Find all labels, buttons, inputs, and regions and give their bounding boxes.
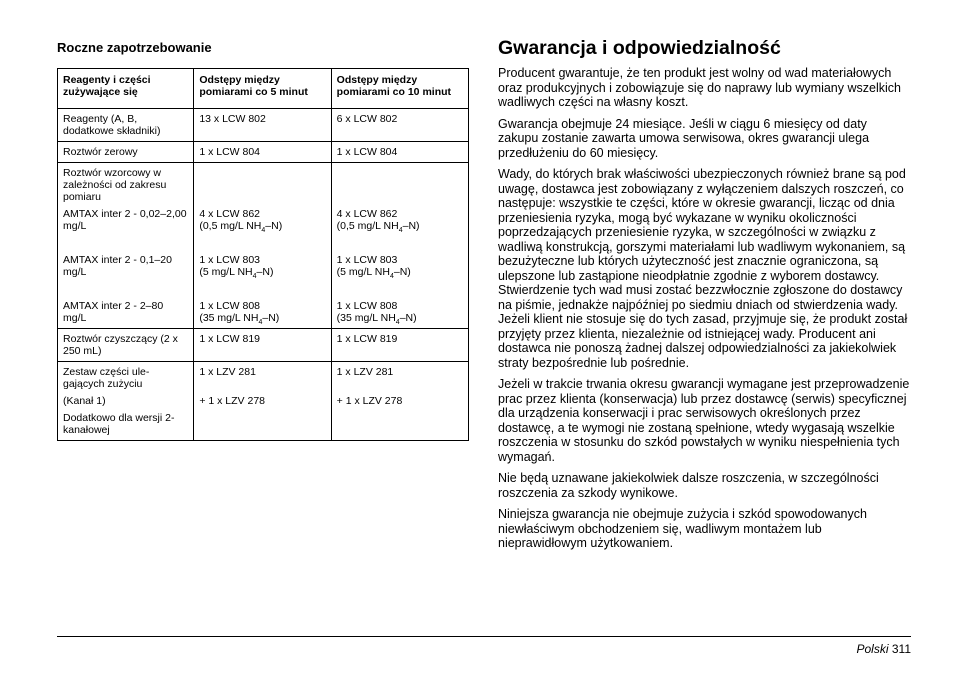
- table-cell: [331, 163, 468, 329]
- range-label: AMTAX inter 2 - 0,1–20 mg/L: [63, 254, 172, 278]
- table-cell: 1 x LCW 819: [331, 329, 468, 362]
- concentration: (35 mg/L $NH_4-N$): [199, 312, 280, 327]
- order-code: 4 x LCW 862: [199, 208, 261, 220]
- concentration: (35 mg/L $NH_4-N$): [336, 312, 417, 327]
- range-label: AMTAX inter 2 - 2–80 mg/L: [63, 300, 164, 324]
- table-cell: [58, 362, 194, 441]
- column-header-reagents: Reagenty i części zużywające się: [58, 69, 194, 109]
- annual-requirements-table: [57, 68, 469, 441]
- page-number: 311: [891, 642, 911, 656]
- table-cell: 13 x LCW 802: [194, 109, 331, 142]
- section-heading-annual-requirements: Roczne zapotrzebowanie: [57, 40, 212, 55]
- table-header-row: [58, 69, 469, 109]
- concentration: (0,5 mg/L $NH_4-N$): [336, 220, 420, 235]
- column-header-10min: Odstępy między pomiarami co 10 minut: [331, 69, 468, 109]
- table-cell: 1 x LCW 819: [194, 329, 331, 362]
- paragraph: Producent gwarantuje, że ten produkt jest wolny od wad materiałowych oraz produkcyjnych i zobowiązuje się do naprawy lub wymiany wszelkich wadliwych części na własny koszt.: [498, 66, 901, 109]
- paragraph: Niniejsza gwarancja nie obejmuje zużycia i szkód spowodowanych niewłaściwym obchodzeniem się, wadliwym montażem lub nieprawidłowym użytkowaniem.: [498, 507, 867, 550]
- order-code: 1 x LCW 808: [336, 300, 398, 312]
- section-title-warranty: Gwarancja i odpowiedzialność: [498, 37, 781, 59]
- concentration: (5 mg/L $NH_4-N$): [336, 266, 411, 281]
- paragraph: Jeżeli w trakcie trwania okresu gwarancji wymagane jest przeprowadzenie prac przez klienta (konserwacja) lub przez dostawcę (serwis) specyficznej dla urządzenia konserwacji i prac serwisowych określonych przez dostawcę, a te wymogi nie zostaną spełnione, wtedy wygasają wszelkie roszczenia w stosunku do szkód powstałych w wyniku niespełnienia tych wymagań.: [498, 377, 910, 464]
- channel-label: (Kanał 1): [63, 395, 106, 407]
- table-cell: [58, 163, 194, 329]
- table-cell: 1 x LCW 804: [194, 142, 331, 163]
- paragraph: Nie będą uznawane jakiekolwiek dalsze roszczenia, w szczególności roszczenia za szkody wynikowe.: [498, 471, 879, 500]
- table-cell: 1 x LCW 804: [331, 142, 468, 163]
- column-header-5min: Odstępy między pomiarami co 5 minut: [194, 69, 331, 109]
- table-cell: Reagenty (A, B, dodatkowe składniki): [58, 109, 194, 142]
- order-code: 1 x LCW 808: [199, 300, 261, 312]
- footer-language: Polski: [856, 642, 889, 656]
- order-code: 1 x LZV 281: [336, 366, 394, 378]
- table-cell: 6 x LCW 802: [331, 109, 468, 142]
- standard-solution-intro: Roztwór wzorcowy w zależności od zakresu pomiaru: [63, 167, 167, 203]
- wear-parts-label: Zestaw części ule-gających zużyciu: [63, 366, 150, 390]
- table-cell: Roztwór czyszczący (2 x 250 mL): [58, 329, 194, 362]
- paragraph: Wady, do których brak właściwości ubezpieczonych również brane są pod uwagę, dostawca jest zobowiązany z wyłączeniem dalszych roszczeń, co następuje: wszystkie te części, które w okresie gwarancji, licząc od dnia przeniesienia ryzyka, mogą być wykazane w wyniku okoliczności poprzedzających przeniesienie ryzyka, w szczególności w związku z wadliwą konstrukcją, gorszymi materiałami lub wadliwym wykonaniem, są bezużyteczne lub których użyteczność jest znacznie ograniczona, są ulepszone lub zastąpione nieodpłatnie zgodnie z wyborem dostawcy. Stwierdzenie tych wad musi zostać bezzwłocznie zgłoszone do dostawcy na piśmie, jednakże najpóźniej po siedmiu dniach od stwierdzenia wady. Jeżeli klient nie stosuje się do tych zasad, przyjmuje się, że produkt został przyjęty przez klienta, niezależnie od istniejącej wady. Producent ani dostawca nie ponoszą żadnej dalszej odpowiedzialności za jakiekolwiek straty bezpośrednie lub pośrednie.: [498, 167, 908, 370]
- table-row: [58, 329, 469, 362]
- concentration: (0,5 mg/L $NH_4-N$): [199, 220, 283, 235]
- table-cell: Roztwór zerowy: [58, 142, 194, 163]
- table-cell: [331, 362, 468, 441]
- order-code: + 1 x LZV 278: [336, 395, 403, 407]
- concentration: (5 mg/L $NH_4-N$): [199, 266, 274, 281]
- warranty-text: [498, 66, 910, 558]
- table-cell: [194, 362, 331, 441]
- table-row: [58, 142, 469, 163]
- table-row-wear-parts: [58, 362, 469, 441]
- page-footer: [857, 642, 912, 656]
- order-code: 1 x LCW 803: [199, 254, 261, 266]
- order-code: 1 x LCW 803: [336, 254, 398, 266]
- order-code: + 1 x LZV 278: [199, 395, 265, 407]
- table-row-standard-solutions: [58, 163, 469, 329]
- paragraph: Gwarancja obejmuje 24 miesiące. Jeśli w ciągu 6 miesięcy od daty zakupu zostanie zawarta umowa serwisowa, okres gwarancji ulega przedłużeniu do 60 miesięcy.: [498, 116, 870, 160]
- table-cell: [194, 163, 331, 329]
- order-code: 4 x LCW 862: [336, 208, 398, 220]
- two-channel-label: Dodatkowo dla wersji 2-kanałowej: [63, 412, 175, 436]
- order-code: 1 x LZV 281: [199, 366, 256, 378]
- footer-divider: [57, 636, 911, 637]
- range-label: AMTAX inter 2 - 0,02–2,00 mg/L: [63, 208, 187, 232]
- table-row: [58, 109, 469, 142]
